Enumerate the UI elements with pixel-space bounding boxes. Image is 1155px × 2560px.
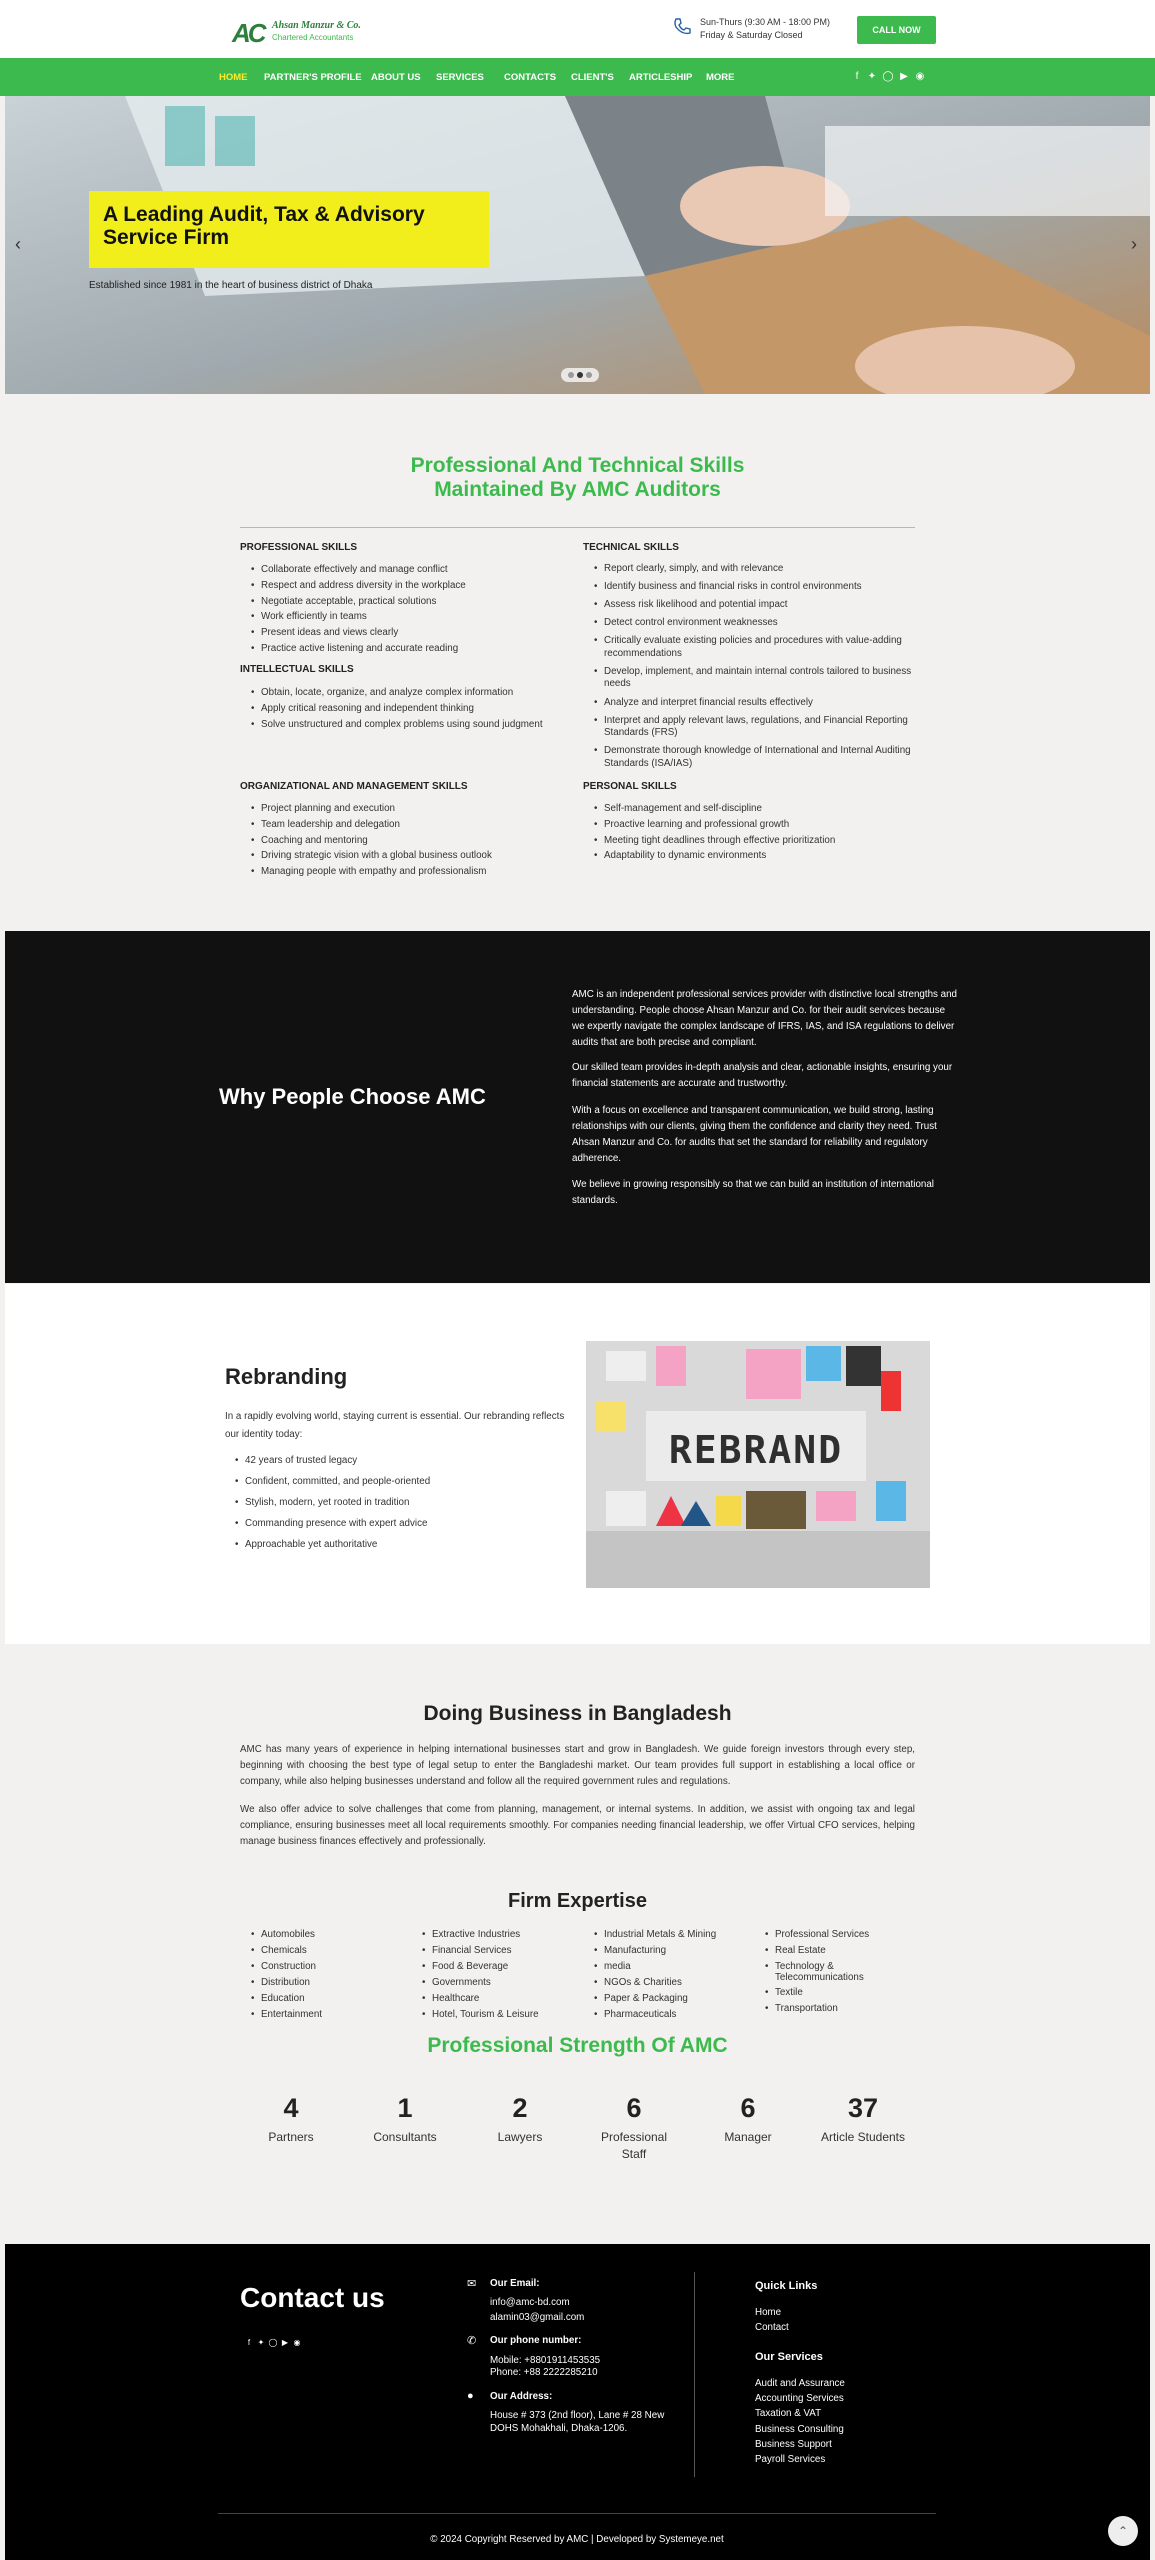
nav-contacts[interactable]: CONTACTS [504, 72, 557, 83]
list-item: • Solve unstructured and complex problems using sound judgment [261, 717, 571, 733]
main-nav [0, 58, 1155, 96]
nav-partners-profile[interactable]: PARTNER'S PROFILE [264, 72, 362, 83]
quick-link-home[interactable]: Home [755, 2307, 782, 2318]
list-item: • 42 years of trusted legacy [245, 1452, 430, 1469]
copyright: © 2024 Copyright Reserved by AMC | Developed by Systemeye.net [430, 2534, 724, 2545]
stat-manager [698, 2093, 798, 2146]
list-item: • Demonstrate thorough knowledge of International and Internal Auditing Standards (ISA/IAS) [604, 745, 914, 770]
address-label: Our Address: [490, 2391, 553, 2402]
slide-dot-active[interactable] [577, 372, 583, 378]
list-item: • media [604, 1959, 754, 1975]
list-item: • Self-management and self-discipline [604, 801, 914, 817]
list-item: • Assess risk likelihood and potential impact [604, 599, 914, 612]
quick-link-contact[interactable]: Contact [755, 2322, 789, 2333]
nav-services[interactable]: SERVICES [436, 72, 484, 83]
list-item: • Hotel, Tourism & Leisure [432, 2007, 582, 2023]
pinterest-icon[interactable]: ◉ [915, 71, 925, 82]
hero-slider [5, 96, 1150, 394]
list-item: • Transportation [775, 2001, 875, 2017]
twitter-icon[interactable]: ✦ [867, 71, 877, 82]
skills-title-line2: Maintained By AMC Auditors [434, 478, 721, 501]
twitter-icon[interactable]: ✦ [257, 2338, 265, 2347]
hours-weekend: Friday & Saturday Closed [700, 30, 803, 40]
list-item: • Develop, implement, and maintain internal controls tailored to business needs [604, 666, 914, 691]
expertise-column [765, 1927, 875, 2017]
service-link[interactable]: Taxation & VAT [755, 2408, 822, 2419]
top-header [0, 0, 1155, 58]
footer-divider [694, 2272, 695, 2477]
prev-slide-arrow[interactable]: ‹ [15, 234, 21, 254]
skills-title-line1: Professional And Technical Skills [410, 454, 745, 477]
call-now-button[interactable]: CALL NOW [857, 16, 936, 44]
strength-title: Professional Strength Of AMC [427, 2034, 728, 2057]
phone-icon [672, 17, 692, 37]
stat-label: Professional Staff [600, 2130, 668, 2161]
list-item: • Apply critical reasoning and independent thinking [261, 701, 571, 717]
nav-more[interactable]: MORE [706, 72, 735, 83]
professional-skills-list [251, 562, 561, 657]
youtube-icon[interactable]: ▶ [900, 71, 908, 82]
service-link[interactable]: Payroll Services [755, 2454, 826, 2465]
list-item: • Driving strategic vision with a global business outlook [261, 848, 561, 864]
logo-mark: AC [232, 18, 264, 48]
hero-title-box [89, 191, 489, 268]
list-item: • Education [261, 1991, 401, 2007]
hero-subtitle: Established since 1981 in the heart of business district of Dhaka [89, 280, 373, 291]
list-item: • Extractive Industries [432, 1927, 582, 1943]
stat-professional-staff [584, 2093, 684, 2163]
footer-social [243, 2332, 303, 2350]
list-item: • Real Estate [775, 1943, 875, 1959]
service-link[interactable]: Accounting Services [755, 2393, 844, 2404]
intellectual-skills-list [251, 685, 571, 732]
slide-dot[interactable] [568, 372, 574, 378]
list-item: • Proactive learning and professional growth [604, 817, 914, 833]
why-paragraph: Our skilled team provides in-depth analysis and clear, actionable insights, ensuring your financial statements are accurate and trustworthy. [572, 1062, 953, 1089]
address-text: House # 373 (2nd floor), Lane # 28 New DOHS Mohakhali, Dhaka-1206. [490, 2410, 665, 2434]
logo-name: Ahsan Manzur & Co. [272, 20, 361, 31]
list-item: • Adaptability to dynamic environments [604, 848, 914, 864]
stat-label: Manager [724, 2130, 772, 2144]
technical-skills-heading: TECHNICAL SKILLS [583, 542, 679, 553]
nav-clients[interactable]: CLIENT'S [571, 72, 614, 83]
stat-consultants [355, 2093, 455, 2146]
slide-dot[interactable] [586, 372, 592, 378]
list-item: • Entertainment [261, 2007, 401, 2023]
expertise-column [422, 1927, 582, 2023]
email-link[interactable]: alamin03@gmail.com [490, 2312, 585, 2323]
list-item: • Pharmaceuticals [604, 2007, 754, 2023]
location-pin-icon: ● [467, 2390, 474, 2402]
expertise-column [594, 1927, 754, 2023]
mobile-number[interactable]: Mobile: +8801911453535 [490, 2355, 601, 2366]
rebrand-image-word: REBRAND [668, 1428, 844, 1472]
email-link[interactable]: info@amc-bd.com [490, 2297, 570, 2308]
list-item: • Professional Services [775, 1927, 875, 1943]
list-item: • Healthcare [432, 1991, 582, 2007]
slider-dots [561, 368, 599, 382]
list-item: • Identify business and financial risks in control environments [604, 581, 914, 594]
rebranding-title: Rebranding [225, 1364, 348, 1389]
stat-number: 1 [397, 2093, 413, 2123]
rebranding-section [5, 1284, 1150, 1644]
list-item: • Project planning and execution [261, 801, 561, 817]
scroll-to-top-button[interactable]: ⌃ [1108, 2516, 1138, 2546]
phone-icon: ✆ [467, 2335, 477, 2347]
hours-weekdays: Sun-Thurs (9:30 AM - 18:00 PM) [700, 17, 831, 27]
rebrand-image [586, 1341, 930, 1588]
list-item: • Textile [775, 1985, 875, 2001]
rebranding-intro: In a rapidly evolving world, staying current is essential. Our rebranding reflects our identity today: [225, 1411, 565, 1440]
divider [240, 527, 915, 528]
list-item: • Coaching and mentoring [261, 833, 561, 849]
envelope-icon: ✉ [467, 2278, 477, 2290]
stat-label: Article Students [820, 2130, 906, 2144]
business-paragraph: AMC has many years of experience in helping international businesses start and grow in Bangladesh. We guide foreign investors through every step, beginning with choosing the best type of legal setup to enter the Bangladeshi market. Our team provides full support in establishing a local office or company, while also helping businesses understand and follow all the required government rules and regulations. [240, 1744, 915, 1787]
rebranding-list [235, 1452, 430, 1557]
footer [5, 2244, 1150, 2560]
personal-skills-list [594, 801, 914, 864]
facebook-icon[interactable]: f [855, 71, 859, 82]
list-item: • Distribution [261, 1975, 401, 1991]
phone-number[interactable]: Phone: +88 2222285210 [490, 2367, 598, 2378]
stat-partners [241, 2093, 341, 2146]
next-slide-arrow[interactable]: › [1131, 234, 1137, 254]
nav-about-us[interactable]: ABOUT US [371, 72, 421, 83]
list-item: • Respect and address diversity in the workplace [261, 578, 561, 594]
intellectual-skills-heading: INTELLECTUAL SKILLS [240, 664, 354, 675]
list-item: • Construction [261, 1959, 401, 1975]
service-link[interactable]: Business Support [755, 2439, 832, 2450]
facebook-icon[interactable]: f [247, 2338, 251, 2347]
list-item: • Analyze and interpret financial results effectively [604, 697, 914, 710]
list-item: • Managing people with empathy and professionalism [261, 864, 561, 880]
skills-title [280, 454, 875, 502]
service-link[interactable]: Business Consulting [755, 2424, 844, 2435]
technical-skills-list [594, 563, 914, 770]
nav-home[interactable]: HOME [219, 72, 248, 83]
hero-title: A Leading Audit, Tax & Advisory Service Firm [103, 203, 425, 249]
stat-label: Partners [268, 2130, 314, 2144]
service-link[interactable]: Audit and Assurance [755, 2378, 845, 2389]
list-item: • Governments [432, 1975, 582, 1991]
phone-label: Our phone number: [490, 2335, 582, 2346]
nav-articleship[interactable]: ARTICLESHIP [629, 72, 693, 83]
personal-skills-heading: PERSONAL SKILLS [583, 781, 677, 792]
list-item: • Negotiate acceptable, practical solutions [261, 594, 561, 610]
expertise-column [251, 1927, 401, 2023]
list-item: • Stylish, modern, yet rooted in tradition [245, 1494, 430, 1511]
why-paragraph: AMC is an independent professional services provider with distinctive local strengths and understanding. People choose Ahsan Manzur and Co. for their audit services because we expertly navigate the complex landscape of IFRS, IAS, and ISA regulations to deliver audits that are both precise and compliant. [572, 989, 957, 1048]
quick-links-title: Quick Links [755, 2280, 818, 2292]
stat-article-students [813, 2093, 913, 2146]
list-item: • Critically evaluate existing policies and procedures with value-adding recommendations [604, 635, 914, 660]
list-item: • Technology & Telecommunications [775, 1959, 875, 1985]
organizational-skills-heading: ORGANIZATIONAL AND MANAGEMENT SKILLS [240, 781, 468, 792]
expertise-title: Firm Expertise [508, 1890, 647, 1912]
list-item: • Meeting tight deadlines through effective prioritization [604, 833, 914, 849]
stat-number: 6 [626, 2093, 642, 2123]
business-paragraph: We also offer advice to solve challenges that come from planning, management, or internal systems. In addition, we assist with ongoing tax and legal compliance, ensuring businesses meet all local requirements smoothly. For companies needing financial leadership, we offer Virtual CFO services, helping manage business finances effectively and professionally. [240, 1804, 915, 1847]
list-item: • Paper & Packaging [604, 1991, 754, 2007]
stat-lawyers [470, 2093, 570, 2146]
list-item: • Commanding presence with expert advice [245, 1515, 430, 1532]
professional-skills-heading: PROFESSIONAL SKILLS [240, 542, 358, 553]
office-hours [672, 15, 852, 45]
list-item: • Industrial Metals & Mining [604, 1927, 754, 1943]
list-item: • Interpret and apply relevant laws, regulations, and Financial Reporting Standards (FRS) [604, 715, 914, 740]
list-item: • NGOs & Charities [604, 1975, 754, 1991]
stat-number: 6 [740, 2093, 756, 2123]
why-paragraph: With a focus on excellence and transparent communication, we build strong, lasting relationships with our clients, giving them the confidence and clarity they need. Trust Ahsan Manzur and Co. for audits that set the standard for reliability and regulatory adherence. [572, 1105, 937, 1164]
why-choose-section [5, 931, 1150, 1283]
organizational-skills-list [251, 801, 561, 880]
stat-number: 4 [283, 2093, 299, 2123]
list-item: • Collaborate effectively and manage conflict [261, 562, 561, 578]
services-title: Our Services [755, 2351, 823, 2363]
list-item: • Present ideas and views clearly [261, 625, 561, 641]
why-title: Why People Choose AMC [219, 1084, 486, 1109]
list-item: • Work efficiently in teams [261, 609, 561, 625]
list-item: • Practice active listening and accurate reading [261, 641, 561, 657]
list-item: • Confident, committed, and people-oriented [245, 1473, 430, 1490]
why-paragraph: We believe in growing responsibly so that we can build an institution of international standards. [572, 1179, 934, 1206]
stat-label: Lawyers [497, 2130, 543, 2144]
list-item: • Team leadership and delegation [261, 817, 561, 833]
pinterest-icon[interactable]: ◉ [293, 2338, 301, 2347]
list-item: • Manufacturing [604, 1943, 754, 1959]
instagram-icon[interactable]: ◯ [268, 2338, 278, 2347]
stat-number: 2 [512, 2093, 528, 2123]
email-label: Our Email: [490, 2278, 540, 2289]
stat-label: Consultants [373, 2130, 437, 2144]
list-item: • Report clearly, simply, and with relevance [604, 563, 914, 576]
list-item: • Automobiles [261, 1927, 401, 1943]
list-item: • Obtain, locate, organize, and analyze complex information [261, 685, 571, 701]
logo[interactable] [232, 16, 362, 48]
list-item: • Detect control environment weaknesses [604, 617, 914, 630]
stat-number: 37 [847, 2093, 879, 2123]
footer-rule [218, 2513, 936, 2514]
list-item: • Chemicals [261, 1943, 401, 1959]
business-title: Doing Business in Bangladesh [423, 1702, 732, 1725]
logo-subtitle: Chartered Accountants [272, 33, 354, 42]
list-item: • Approachable yet authoritative [245, 1536, 430, 1553]
contact-title: Contact us [240, 2282, 385, 2313]
instagram-icon[interactable]: ◯ [882, 71, 894, 82]
list-item: • Financial Services [432, 1943, 582, 1959]
list-item: • Food & Beverage [432, 1959, 582, 1975]
youtube-icon[interactable]: ▶ [281, 2338, 289, 2347]
